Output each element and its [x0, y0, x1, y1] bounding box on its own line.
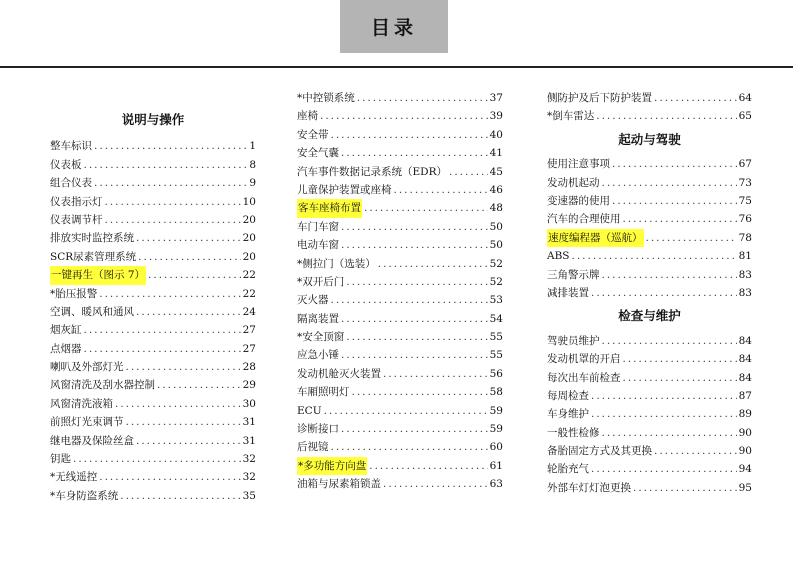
- toc-entry-title: 减排装置: [547, 286, 589, 299]
- toc-entry-title: 发动机罩的开启: [547, 353, 621, 366]
- toc-entry-title: *无线遥控: [50, 471, 98, 484]
- toc-entry[interactable]: [297, 291, 503, 309]
- toc-entry[interactable]: [297, 236, 503, 254]
- toc-entry[interactable]: [50, 156, 256, 174]
- toc-entry[interactable]: [297, 199, 503, 217]
- toc-entry[interactable]: [297, 126, 503, 144]
- toc-entry-title: 后视镜: [297, 441, 329, 454]
- dot-leader: [120, 487, 240, 505]
- dot-leader: [591, 387, 737, 405]
- toc-entry-page: 56: [489, 367, 503, 380]
- toc-entry[interactable]: [547, 107, 752, 125]
- toc-entry-page: 73: [738, 176, 752, 189]
- toc-entry[interactable]: [50, 450, 256, 468]
- toc-entry-title: 车门车窗: [297, 220, 339, 233]
- toc-entry[interactable]: [297, 438, 503, 456]
- toc-entry-title: 排放实时监控系统: [50, 232, 134, 245]
- toc-entry-page: 27: [242, 342, 256, 355]
- dot-leader: [623, 350, 737, 368]
- toc-entry-title: 一般性检修: [547, 426, 600, 439]
- dot-leader: [646, 229, 737, 247]
- toc-entry-page: 32: [242, 453, 256, 466]
- toc-entry-title: 安全气囊: [297, 147, 339, 160]
- toc-entry[interactable]: [50, 432, 256, 450]
- toc-entry-title: 车身维护: [547, 408, 589, 421]
- toc-entry-page: 83: [738, 286, 752, 299]
- toc-entry-page: 28: [242, 361, 256, 374]
- toc-entry[interactable]: [547, 247, 752, 265]
- dot-leader: [449, 163, 488, 181]
- toc-entry-title: 仪表调节杆: [50, 213, 103, 226]
- dot-leader: [602, 332, 737, 350]
- dot-leader: [138, 248, 240, 266]
- toc-entry-title-highlighted: 速度编程器（巡航）: [547, 229, 644, 247]
- toc-entry-title: 钥匙: [50, 453, 71, 466]
- toc-entry-title: 应急小锤: [297, 349, 339, 362]
- dot-leader: [136, 303, 241, 321]
- dot-leader: [602, 266, 737, 284]
- toc-entry-page: 58: [489, 386, 503, 399]
- toc-entry-title: 风窗清洗及刮水器控制: [50, 379, 155, 392]
- toc-entry-page: 22: [242, 269, 256, 282]
- dot-leader: [331, 438, 488, 456]
- dot-leader: [346, 328, 487, 346]
- dot-leader: [94, 174, 247, 192]
- toc-entry-page: 84: [738, 353, 752, 366]
- dot-leader: [126, 358, 241, 376]
- toc-entry[interactable]: [297, 402, 503, 420]
- toc-entry-title: *双开后门: [297, 275, 345, 288]
- dot-leader: [633, 479, 737, 497]
- toc-entry-page: 67: [738, 158, 752, 171]
- toc-entry-title: 电动车窗: [297, 239, 339, 252]
- toc-entry-page: 52: [489, 257, 503, 270]
- toc-entry-title: 汽车的合理使用: [547, 213, 621, 226]
- toc-entry-title: *胎压报警: [50, 287, 98, 300]
- toc-entry-title: 继电器及保险丝盒: [50, 434, 134, 447]
- toc-entry-title: 诊断接口: [297, 423, 339, 436]
- dot-leader: [357, 89, 488, 107]
- toc-entry[interactable]: [50, 193, 256, 211]
- toc-entry-title: 前照灯光束调节: [50, 416, 124, 429]
- dot-leader: [126, 413, 241, 431]
- toc-entry-page: 55: [489, 349, 503, 362]
- header-divider: [0, 66, 793, 68]
- toc-entry-page: 64: [738, 92, 752, 104]
- dot-leader: [105, 211, 241, 229]
- toc-entry[interactable]: [297, 255, 503, 273]
- dot-leader: [136, 432, 241, 450]
- toc-entry-page: 30: [242, 397, 256, 410]
- toc-entry-title: *安全顶窗: [297, 331, 345, 344]
- toc-entry-title-highlighted: *多功能方向盘: [297, 457, 367, 475]
- toc-entry[interactable]: [297, 144, 503, 162]
- dot-leader: [324, 402, 488, 420]
- toc-entry-page: 40: [489, 128, 503, 141]
- toc-entry-page: 75: [738, 194, 752, 207]
- toc-entry-page: 95: [738, 481, 752, 494]
- toc-entry-title: 仪表板: [50, 158, 82, 171]
- toc-entry-page: 31: [242, 434, 256, 447]
- toc-entry-page: 54: [489, 312, 503, 325]
- toc-entry-title: 侧防护及后下防护装置: [547, 92, 652, 104]
- dot-leader: [654, 442, 737, 460]
- dot-leader: [341, 346, 488, 364]
- dot-leader: [383, 365, 488, 383]
- toc-entry-page: 20: [242, 213, 256, 226]
- toc-entry[interactable]: [50, 340, 256, 358]
- dot-leader: [596, 107, 736, 125]
- toc-entry-title: 三角警示牌: [547, 268, 600, 281]
- toc-entry[interactable]: [297, 181, 503, 199]
- toc-entry[interactable]: [297, 365, 503, 383]
- toc-entry-title: 灭火器: [297, 294, 329, 307]
- dot-leader: [331, 126, 488, 144]
- dot-leader: [654, 89, 737, 107]
- toc-entry-title: 儿童保护装置或座椅: [297, 183, 392, 196]
- section-heading: 检查与维护: [618, 308, 681, 324]
- dot-leader: [341, 236, 488, 254]
- toc-entry-page: 46: [489, 183, 503, 196]
- toc-entry-title: 备胎固定方式及其更换: [547, 445, 652, 458]
- toc-entry[interactable]: [547, 332, 752, 350]
- toc-entry-page: 50: [489, 220, 503, 233]
- toc-entry-page: 65: [738, 110, 752, 123]
- toc-entry[interactable]: [547, 424, 752, 442]
- toc-entry-page: 84: [738, 334, 752, 347]
- toc-entry-title: 油箱与尿素箱锁盖: [297, 478, 381, 491]
- dot-leader: [99, 468, 240, 486]
- section-heading: 起动与驾驶: [618, 131, 681, 147]
- toc-entry-title-highlighted: 一键再生（图示 7）: [50, 266, 146, 284]
- toc-entry-title: 外部车灯灯泡更换: [547, 481, 631, 494]
- toc-entry-page: 90: [738, 445, 752, 458]
- toc-entry-page: 48: [489, 202, 503, 215]
- dot-leader: [572, 247, 737, 265]
- toc-entry-title: *侧拉门（选装）: [297, 257, 376, 270]
- toc-entry[interactable]: [50, 358, 256, 376]
- toc-entry[interactable]: [547, 387, 752, 405]
- toc-entry-title: 每次出车前检查: [547, 371, 621, 384]
- toc-entry-title: ECU: [297, 404, 322, 417]
- toc-entry[interactable]: [50, 248, 256, 266]
- toc-entry[interactable]: [297, 273, 503, 291]
- toc-entry[interactable]: [547, 350, 752, 368]
- dot-leader: [136, 229, 241, 247]
- toc-entry[interactable]: [50, 229, 256, 247]
- toc-entry-title: 组合仪表: [50, 177, 92, 190]
- dot-leader: [94, 137, 247, 155]
- toc-entry-page: 39: [489, 110, 503, 123]
- dot-leader: [99, 285, 240, 303]
- toc-entry[interactable]: [50, 211, 256, 229]
- toc-entry-page: 29: [242, 379, 256, 392]
- toc-entry[interactable]: [547, 192, 752, 210]
- toc-entry[interactable]: [297, 107, 503, 125]
- toc-entry-title: 变速器的使用: [547, 194, 610, 207]
- toc-entry-page: 90: [738, 426, 752, 439]
- toc-entry-page: 8: [249, 158, 256, 171]
- toc-entry[interactable]: [547, 405, 752, 423]
- dot-leader: [364, 199, 488, 217]
- toc-entry-title: 风窗清洗液箱: [50, 397, 113, 410]
- dot-leader: [623, 210, 737, 228]
- dot-leader: [591, 284, 737, 302]
- dot-leader: [320, 107, 488, 125]
- toc-column-1: [50, 111, 256, 505]
- toc-entry-page: 61: [489, 459, 503, 472]
- toc-entry-page: 50: [489, 239, 503, 252]
- toc-entry-page: 53: [489, 294, 503, 307]
- toc-entry-page: 63: [489, 478, 503, 491]
- toc-entry[interactable]: [50, 487, 256, 505]
- dot-leader: [346, 273, 487, 291]
- toc-entry-page: 35: [242, 489, 256, 502]
- toc-entry-page: 27: [242, 324, 256, 337]
- toc-entry-title: 汽车事件数据记录系统（EDR）: [297, 165, 447, 178]
- toc-entry-title: 点烟器: [50, 342, 82, 355]
- toc-entry-title: 座椅: [297, 110, 318, 123]
- toc-entry-page: 20: [242, 250, 256, 263]
- toc-entry-title: 烟灰缸: [50, 324, 82, 337]
- dot-leader: [105, 193, 241, 211]
- toc-entry-title-highlighted: 客车座椅布置: [297, 199, 362, 217]
- toc-entry-page: 32: [242, 471, 256, 484]
- toc-entry[interactable]: [297, 420, 503, 438]
- toc-entry-page: 31: [242, 416, 256, 429]
- toc-entry[interactable]: [297, 89, 503, 107]
- page-title: 目录: [340, 0, 448, 53]
- dot-leader: [591, 460, 737, 478]
- toc-entry-title: 安全带: [297, 128, 329, 141]
- dot-leader: [115, 395, 241, 413]
- toc-entry[interactable]: [297, 328, 503, 346]
- toc-entry[interactable]: [50, 376, 256, 394]
- dot-leader: [591, 405, 737, 423]
- dot-leader: [73, 450, 241, 468]
- toc-entry-title: SCR尿素管理系统: [50, 250, 137, 263]
- toc-entry-title: 空调、暖风和通风: [50, 305, 134, 318]
- toc-entry-page: 10: [242, 195, 256, 208]
- dot-leader: [623, 369, 737, 387]
- toc-entry-title: 使用注意事项: [547, 158, 610, 171]
- dot-leader: [341, 420, 488, 438]
- toc-entry-page: 52: [489, 275, 503, 288]
- toc-entry[interactable]: [547, 155, 752, 173]
- toc-entry[interactable]: [50, 174, 256, 192]
- dot-leader: [341, 310, 488, 328]
- toc-entry-title: 驾驶员维护: [547, 334, 600, 347]
- dot-leader: [612, 192, 737, 210]
- dot-leader: [378, 255, 488, 273]
- toc-entry-page: 59: [489, 404, 503, 417]
- toc-column-3: [547, 89, 752, 497]
- toc-entry[interactable]: [50, 137, 256, 155]
- toc-entry-page: 24: [242, 305, 256, 318]
- toc-entry[interactable]: [50, 395, 256, 413]
- toc-entry[interactable]: [50, 303, 256, 321]
- toc-entry[interactable]: [547, 89, 752, 107]
- dot-leader: [84, 321, 241, 339]
- toc-entry[interactable]: [547, 229, 752, 247]
- toc-entry[interactable]: [297, 475, 503, 493]
- toc-entry-page: 94: [738, 463, 752, 476]
- toc-entry[interactable]: [297, 457, 503, 475]
- toc-entry[interactable]: [50, 413, 256, 431]
- toc-entry-title: 整车标识: [50, 140, 92, 153]
- toc-entry-page: 76: [738, 213, 752, 226]
- toc-entry-page: 78: [738, 231, 752, 244]
- toc-entry-page: 83: [738, 268, 752, 281]
- toc-entry-page: 84: [738, 371, 752, 384]
- dot-leader: [331, 291, 488, 309]
- toc-entry-page: 89: [738, 408, 752, 421]
- dot-leader: [352, 383, 488, 401]
- dot-leader: [148, 266, 241, 284]
- toc-entry[interactable]: [547, 284, 752, 302]
- toc-entry-title: 每周检查: [547, 389, 589, 402]
- dot-leader: [341, 144, 488, 162]
- dot-leader: [157, 376, 241, 394]
- section-heading: 说明与操作: [121, 112, 185, 127]
- toc-entry[interactable]: [50, 266, 256, 284]
- dot-leader: [602, 174, 737, 192]
- toc-entry-page: 45: [489, 165, 503, 178]
- toc-entry[interactable]: [50, 321, 256, 339]
- toc-entry[interactable]: [297, 163, 503, 181]
- toc-entry-title: 车厢照明灯: [297, 386, 350, 399]
- toc-entry[interactable]: [50, 468, 256, 486]
- toc-entry[interactable]: [547, 210, 752, 228]
- toc-entry-page: 22: [242, 287, 256, 300]
- toc-entry-page: 87: [738, 389, 752, 402]
- dot-leader: [394, 181, 488, 199]
- toc-entry[interactable]: [547, 460, 752, 478]
- toc-entry-page: 60: [489, 441, 503, 454]
- toc-entry-title: 隔离装置: [297, 312, 339, 325]
- toc-entry[interactable]: [297, 310, 503, 328]
- toc-entry-title: *倒车雷达: [547, 110, 595, 123]
- toc-entry[interactable]: [297, 218, 503, 236]
- dot-leader: [369, 457, 487, 475]
- dot-leader: [612, 155, 737, 173]
- toc-entry-page: 9: [249, 177, 256, 190]
- toc-entry[interactable]: [297, 383, 503, 401]
- toc-entry[interactable]: [547, 174, 752, 192]
- toc-entry-title: *中控锁系统: [297, 92, 355, 104]
- dot-leader: [602, 424, 737, 442]
- toc-entry[interactable]: [547, 442, 752, 460]
- toc-entry-page: 41: [489, 147, 503, 160]
- toc-entry[interactable]: [297, 346, 503, 364]
- toc-column-2: [297, 89, 503, 494]
- toc-entry-title: 仪表指示灯: [50, 195, 103, 208]
- toc-entry-title: ABS: [547, 250, 570, 263]
- toc-entry[interactable]: [547, 266, 752, 284]
- toc-entry-page: 81: [738, 250, 752, 263]
- toc-entry[interactable]: [547, 479, 752, 497]
- toc-entry-page: 55: [489, 331, 503, 344]
- dot-leader: [341, 218, 488, 236]
- toc-entry-page: 1: [249, 140, 256, 153]
- toc-entry-page: 37: [489, 92, 503, 104]
- toc-entry-page: 59: [489, 423, 503, 436]
- toc-entry-title: 发动机舱灭火装置: [297, 367, 381, 380]
- toc-entry[interactable]: [547, 369, 752, 387]
- toc-entry-page: 20: [242, 232, 256, 245]
- toc-entry-title: 轮胎充气: [547, 463, 589, 476]
- toc-entry-title: *车身防盗系统: [50, 489, 119, 502]
- toc-entry[interactable]: [50, 285, 256, 303]
- dot-leader: [84, 156, 248, 174]
- toc-entry-title: 喇叭及外部灯光: [50, 361, 124, 374]
- dot-leader: [84, 340, 241, 358]
- dot-leader: [383, 475, 488, 493]
- toc-entry-title: 发动机起动: [547, 176, 600, 189]
